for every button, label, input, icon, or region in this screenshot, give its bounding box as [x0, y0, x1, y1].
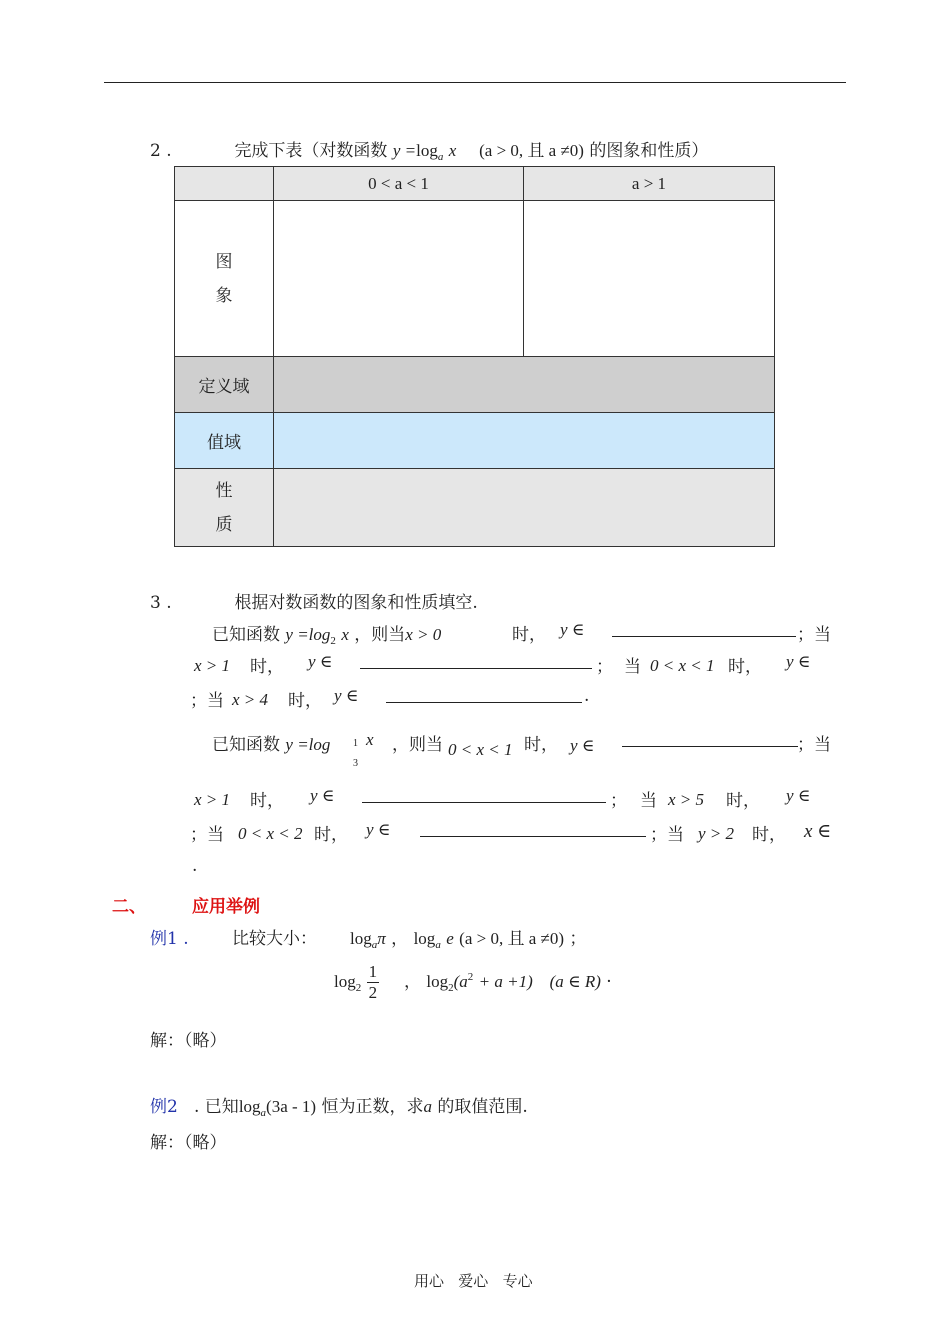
p2-shi-4: 时，: [314, 825, 348, 845]
p2-semi-2: ；: [610, 791, 627, 811]
p2-shi-2: 时，: [250, 791, 284, 811]
p1-shi-1: 时，: [512, 625, 546, 645]
p1-semi-2: ；: [596, 657, 613, 677]
p2-semi-4: ；当: [650, 825, 684, 845]
p1-function: y =log: [285, 625, 331, 644]
p2-blank-4[interactable]: [420, 820, 646, 837]
p1-cond1: x > 0: [405, 625, 442, 644]
ex1-base2-1: 2: [355, 982, 362, 994]
p2-shi-3: 时，: [726, 791, 760, 811]
row-label-graph-1: 图: [215, 251, 233, 272]
p2-yin-1: y ∈: [570, 736, 595, 755]
p2-shi-5: 时，: [752, 825, 786, 845]
section2-outro: 的图象和性质）: [589, 141, 709, 161]
ex2-base: a: [260, 1107, 267, 1119]
p2-var: x: [366, 730, 374, 749]
section2-number: 2 .: [150, 141, 172, 161]
ex1-frac-num: 1: [368, 962, 378, 981]
ex1-log2-1: log: [334, 972, 356, 991]
table-corner-cell: [175, 167, 274, 201]
p2-semi-1: ；当: [797, 735, 831, 755]
table-header-col1: 0 < a < 1: [274, 167, 524, 201]
example1-label: 例1 .: [150, 929, 189, 949]
section3-heading: [150, 588, 478, 613]
ex1-fraction: [367, 962, 380, 1003]
section3-title: 根据对数函数的图象和性质填空.: [234, 593, 478, 613]
example1-second-line: [334, 962, 612, 1003]
p2-yin-2: y ∈: [310, 786, 335, 805]
p2-base-num: 1: [353, 738, 358, 749]
section3-number: 3 .: [150, 593, 172, 613]
formula-sub: a: [437, 151, 444, 163]
row-label-domain: 定义域: [175, 357, 274, 413]
p1-shi-4: 时，: [288, 691, 322, 711]
p2-cond5: y > 2: [698, 824, 735, 843]
p1-dang-3: 当: [624, 657, 641, 677]
section2-line: [150, 136, 708, 161]
p1-yin-4: y ∈: [334, 686, 359, 705]
ex1-semicolon: ；: [569, 929, 587, 949]
section-heading: 应用举例: [192, 897, 260, 917]
p1-cond2: x > 1: [194, 656, 231, 675]
ex2-end: 的取值范围.: [437, 1097, 528, 1117]
p1-yin-3: y ∈: [786, 652, 811, 671]
p1-shi-2: 时，: [250, 657, 284, 677]
p2-period: .: [192, 856, 198, 876]
p2-line1: [212, 730, 330, 755]
ex1-base-2: a: [435, 939, 441, 951]
p1-base: 2: [330, 635, 336, 647]
p1-cond4: x > 4: [232, 690, 269, 709]
p1-then: ，则当: [354, 625, 406, 645]
header-rule: [104, 82, 846, 83]
p2-cond1: 0 < x < 1: [448, 740, 513, 759]
example1-compare: $\log_a\pi$ ， $\log_a e$ (a > 0, 且 a ≠0) ；: [350, 929, 587, 951]
property-cell[interactable]: [274, 469, 775, 547]
p2-intro: 已知函数: [212, 735, 280, 755]
range-cell[interactable]: [274, 413, 775, 469]
p1-cond3: 0 < x < 1: [650, 656, 715, 675]
p2-base-den: 3: [353, 758, 358, 769]
example1-text: 比较大小：: [232, 929, 317, 949]
p1-var: x: [341, 625, 349, 644]
section2-intro: 完成下表（对数函数: [234, 141, 388, 161]
ex1-log-1: log: [350, 929, 372, 948]
ex1-expr-a: (a: [453, 972, 468, 991]
solution-2: 解：（略）: [150, 1133, 227, 1153]
ex1-expr-b: + a +1): [478, 972, 533, 991]
ex1-comma: ，: [403, 972, 421, 992]
p1-blank-4[interactable]: [386, 686, 582, 703]
solution-1: 解：（略）: [150, 1031, 227, 1051]
p2-cond3: x > 5: [668, 790, 705, 809]
ex1-base-1: a: [371, 939, 378, 951]
p2-yin-3: y ∈: [786, 786, 811, 805]
p1-intro: 已知函数: [212, 625, 280, 645]
p1-blank-1[interactable]: [612, 620, 796, 637]
row-label-property: [175, 469, 274, 547]
ex1-base2-2: 2: [448, 982, 454, 994]
ex2-intro: . 已知: [194, 1097, 239, 1117]
row-label-graph: [175, 201, 274, 357]
row-label-property-1: 性: [215, 480, 233, 501]
ex1-frac-den: 2: [368, 983, 378, 1002]
row-label-property-2: 质: [215, 514, 233, 535]
ex1-log2-2: log: [426, 972, 449, 991]
p2-blank-1[interactable]: [622, 730, 798, 747]
p1-period: .: [584, 686, 590, 706]
p2-blank-2[interactable]: [362, 786, 606, 803]
p2-then: ，则当: [392, 735, 443, 755]
formula-condition: (a > 0, 且 a ≠0): [479, 141, 584, 160]
p2-shi-1: 时，: [524, 735, 558, 755]
example2-text: [194, 1092, 528, 1117]
page-footer: 用心 爱心 专心: [414, 1272, 533, 1290]
ex1-dot: ·: [606, 972, 612, 992]
formula-x: x: [448, 141, 457, 160]
p2-dang-3: 当: [640, 791, 657, 811]
ex1-log-2: log: [413, 929, 436, 948]
ex1-condition-2: (a ∈ R): [549, 972, 601, 991]
section-heading-number: 二、: [112, 897, 146, 917]
p1-blank-2[interactable]: [360, 652, 592, 669]
ex2-log: log: [238, 1097, 261, 1116]
ex1-e: e: [446, 929, 454, 948]
ex2-middle: 恒为正数，求: [321, 1097, 424, 1117]
p1-yin-2: y ∈: [308, 652, 333, 671]
ex1-pi: π: [377, 929, 386, 948]
p2-cond4: 0 < x < 2: [238, 824, 303, 843]
ex1-condition: (a > 0, 且 a ≠0): [459, 929, 565, 948]
p2-function: y =log: [285, 735, 331, 754]
row-label-range: 值域: [175, 413, 274, 469]
formula-y: y =: [392, 141, 417, 160]
ex2-var: a: [423, 1097, 432, 1116]
graph-cell-col1[interactable]: [274, 201, 524, 357]
p2-cond2: x > 1: [194, 790, 231, 809]
ex1-expr-sup: 2: [467, 971, 474, 983]
p1-semi-1: ；当: [797, 625, 831, 645]
row-label-graph-2: 象: [215, 285, 233, 306]
p2-yin-4: y ∈: [366, 820, 391, 839]
domain-cell[interactable]: [274, 357, 775, 413]
p1-shi-3: 时，: [728, 657, 762, 677]
p1-yin-1: y ∈: [560, 620, 585, 639]
example2-label: 例2: [150, 1097, 178, 1117]
p2-semi-3: ；当: [190, 825, 224, 845]
p1-semi-3: ；当: [190, 691, 224, 711]
table-header-col2: a > 1: [524, 167, 775, 201]
ex2-expr: (3a - 1): [266, 1097, 317, 1116]
formula-log: log: [416, 141, 438, 160]
p1-line1: [212, 620, 441, 645]
log-function-table: [174, 166, 775, 547]
graph-cell-col2[interactable]: [524, 201, 775, 357]
p2-xin: x ∈: [804, 821, 832, 842]
